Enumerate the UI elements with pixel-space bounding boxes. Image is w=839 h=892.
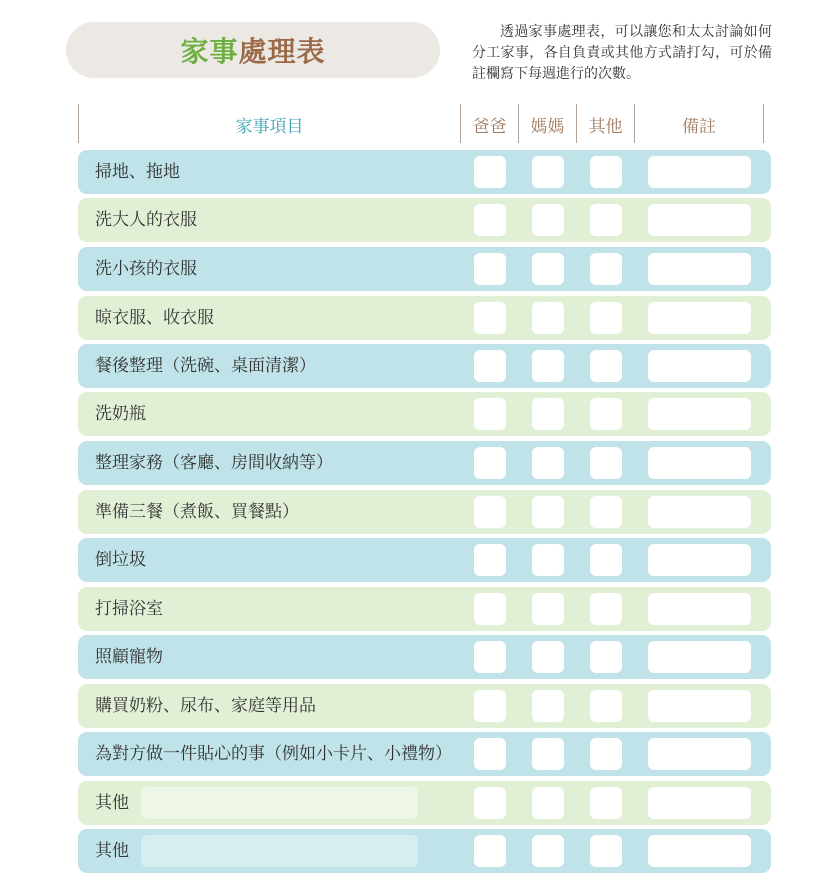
dad-checkbox[interactable] (474, 350, 506, 382)
chore-row (78, 392, 771, 436)
note-field[interactable] (648, 496, 751, 528)
header-other: 其他 (588, 116, 623, 137)
header-dad: 爸爸 (472, 116, 507, 137)
note-field[interactable] (648, 302, 751, 334)
dad-checkbox[interactable] (474, 593, 506, 625)
note-field[interactable] (648, 204, 751, 236)
chore-row (78, 587, 771, 631)
chore-label: 其他 (95, 841, 129, 861)
note-field[interactable] (648, 738, 751, 770)
mom-checkbox[interactable] (532, 835, 564, 867)
header-mom: 媽媽 (530, 116, 565, 137)
dad-checkbox[interactable] (474, 787, 506, 819)
title-part-1: 家事 (180, 35, 239, 68)
dad-checkbox[interactable] (474, 447, 506, 479)
header-note: 備註 (682, 116, 716, 137)
mom-checkbox[interactable] (532, 350, 564, 382)
chore-label: 照顧寵物 (95, 647, 163, 667)
note-field[interactable] (648, 835, 751, 867)
other-checkbox[interactable] (590, 787, 622, 819)
dad-checkbox[interactable] (474, 496, 506, 528)
chore-row (78, 247, 771, 291)
other-checkbox[interactable] (590, 593, 622, 625)
other-chore-input[interactable] (141, 787, 418, 819)
note-field[interactable] (648, 593, 751, 625)
chore-row (78, 344, 771, 388)
mom-checkbox[interactable] (532, 204, 564, 236)
other-checkbox[interactable] (590, 641, 622, 673)
mom-checkbox[interactable] (532, 738, 564, 770)
chore-label: 晾衣服、收衣服 (95, 308, 214, 328)
other-checkbox[interactable] (590, 496, 622, 528)
mom-checkbox[interactable] (532, 156, 564, 188)
chore-row (78, 296, 771, 340)
note-field[interactable] (648, 253, 751, 285)
note-field[interactable] (648, 641, 751, 673)
chore-row (78, 829, 771, 873)
chore-label: 其他 (95, 793, 129, 813)
mom-checkbox[interactable] (532, 447, 564, 479)
note-field[interactable] (648, 156, 751, 188)
chore-row (78, 732, 771, 776)
chore-row (78, 441, 771, 485)
chore-row (78, 635, 771, 679)
dad-checkbox[interactable] (474, 253, 506, 285)
other-checkbox[interactable] (590, 204, 622, 236)
dad-checkbox[interactable] (474, 156, 506, 188)
note-field[interactable] (648, 447, 751, 479)
other-chore-input[interactable] (141, 835, 418, 867)
mom-checkbox[interactable] (532, 787, 564, 819)
chore-row (78, 490, 771, 534)
chore-row (78, 781, 771, 825)
dad-checkbox[interactable] (474, 738, 506, 770)
mom-checkbox[interactable] (532, 544, 564, 576)
chore-label: 準備三餐（煮飯、買餐點） (95, 502, 299, 522)
other-checkbox[interactable] (590, 156, 622, 188)
note-field[interactable] (648, 398, 751, 430)
other-checkbox[interactable] (590, 738, 622, 770)
dad-checkbox[interactable] (474, 204, 506, 236)
divider (763, 104, 764, 143)
chore-label: 整理家務（客廳、房間收納等） (95, 453, 333, 473)
other-checkbox[interactable] (590, 350, 622, 382)
chore-label: 掃地、拖地 (95, 162, 180, 182)
other-checkbox[interactable] (590, 544, 622, 576)
mom-checkbox[interactable] (532, 398, 564, 430)
page-title (66, 22, 440, 78)
other-checkbox[interactable] (590, 253, 622, 285)
chore-row (78, 538, 771, 582)
chore-label: 為對方做一件貼心的事（例如小卡片、小禮物） (95, 744, 452, 764)
note-field[interactable] (648, 544, 751, 576)
mom-checkbox[interactable] (532, 690, 564, 722)
dad-checkbox[interactable] (474, 690, 506, 722)
note-field[interactable] (648, 787, 751, 819)
chore-label: 購買奶粉、尿布、家庭等用品 (95, 696, 316, 716)
chore-row (78, 150, 771, 194)
chore-label: 洗小孩的衣服 (95, 259, 197, 279)
other-checkbox[interactable] (590, 835, 622, 867)
mom-checkbox[interactable] (532, 641, 564, 673)
chore-label: 餐後整理（洗碗、桌面清潔） (95, 356, 316, 376)
mom-checkbox[interactable] (532, 302, 564, 334)
dad-checkbox[interactable] (474, 398, 506, 430)
other-checkbox[interactable] (590, 302, 622, 334)
mom-checkbox[interactable] (532, 593, 564, 625)
header-item: 家事項目 (235, 116, 304, 137)
chore-label: 洗大人的衣服 (95, 210, 197, 230)
mom-checkbox[interactable] (532, 496, 564, 528)
chore-label: 倒垃圾 (95, 550, 146, 570)
chore-row (78, 198, 771, 242)
dad-checkbox[interactable] (474, 544, 506, 576)
note-field[interactable] (648, 350, 751, 382)
other-checkbox[interactable] (590, 447, 622, 479)
other-checkbox[interactable] (590, 690, 622, 722)
note-field[interactable] (648, 690, 751, 722)
dad-checkbox[interactable] (474, 835, 506, 867)
chore-label: 打掃浴室 (95, 599, 163, 619)
dad-checkbox[interactable] (474, 302, 506, 334)
intro-text: 透過家事處理表，可以讓您和太太討論如何分工家事，各自負責或其他方式請打勾，可於備註欄寫下每週進行的次數。 (472, 24, 772, 82)
mom-checkbox[interactable] (532, 253, 564, 285)
dad-checkbox[interactable] (474, 641, 506, 673)
other-checkbox[interactable] (590, 398, 622, 430)
title-part-2: 處理表 (238, 35, 326, 68)
chore-row (78, 684, 771, 728)
chore-label: 洗奶瓶 (95, 404, 146, 424)
